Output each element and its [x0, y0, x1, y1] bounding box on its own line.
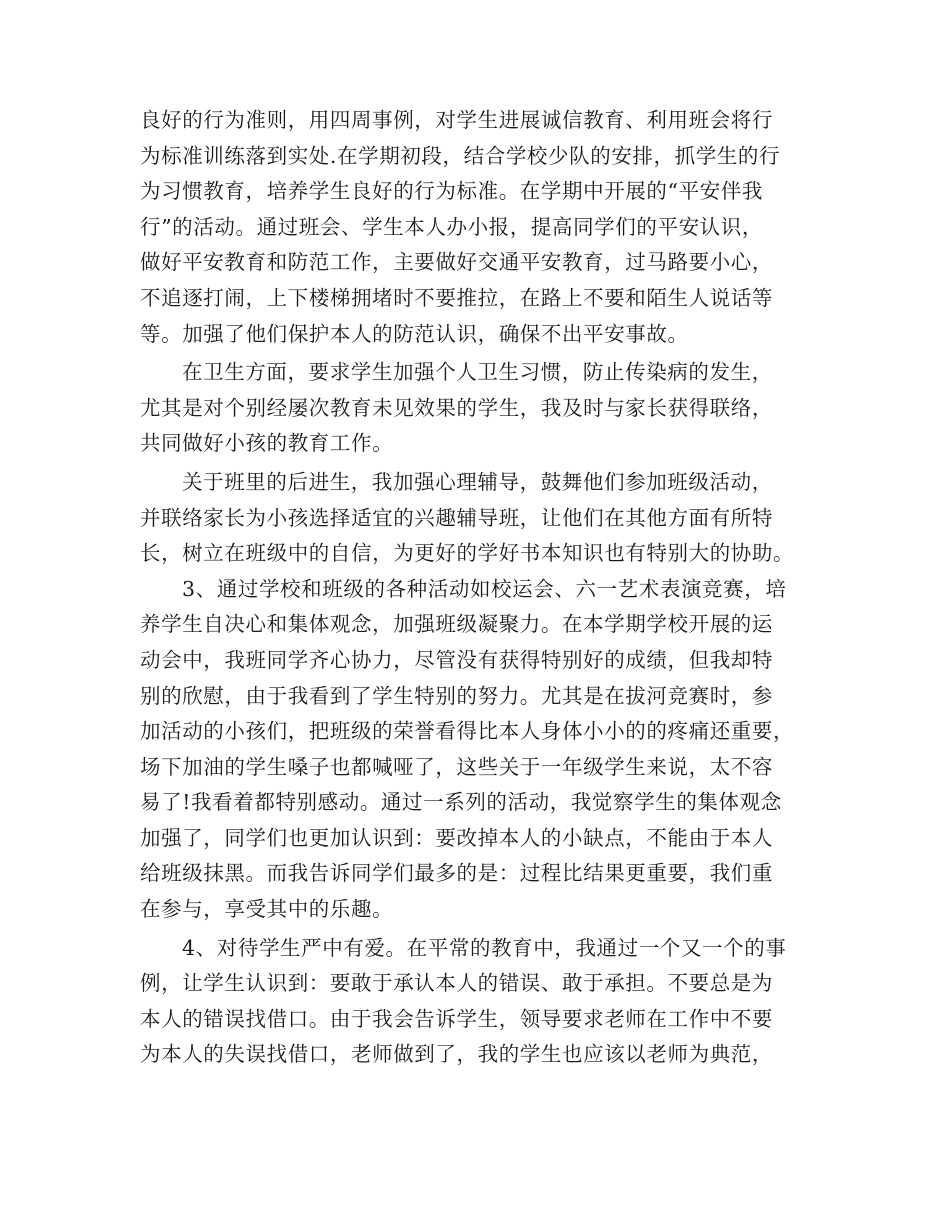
text-line: 共同做好小孩的教育工作。: [140, 431, 394, 456]
paragraph-hygiene-start: 在卫生方面，要求学生加强个人卫生习惯，防止传染病的发生，: [182, 360, 773, 385]
text-line: 易了!我看着都特别感动。通过一系列的活动，我觉察学生的集体观念: [140, 790, 782, 815]
text-line: 动会中，我班同学齐心协力，尽管没有获得特别好的成绩，但我却特: [140, 647, 773, 672]
text-line: 长，树立在班级中的自信，为更好的学好书本知识也有特别大的协助。: [140, 541, 795, 566]
paragraph-3-start: 3、通过学校和班级的各种活动如校运会、六一艺术表演竞赛，培: [182, 576, 787, 601]
text-line: 为标准训练落到实处.在学期初段，结合学校少队的安排，抓学生的行: [140, 143, 781, 168]
text-line: 在参与，享受其中的乐趣。: [140, 897, 394, 922]
text-line: 等。加强了他们保护本人的防范认识，确保不出平安事故。: [140, 321, 689, 346]
text-line: 例，让学生认识到：要敢于承认本人的错误、敢于承担。不要总是为: [140, 971, 773, 996]
text-line: 做好平安教育和防范工作，主要做好交通平安教育，过马路要小心，: [140, 250, 773, 275]
paragraph-struggling-students-start: 关于班里的后进生，我加强心理辅导，鼓舞他们参加班级活动，: [182, 469, 773, 494]
paragraph-4-start: 4、对待学生严中有爱。在平常的教育中，我通过一个又一个的事: [182, 935, 787, 960]
text-line: 加强了，同学们也更加认识到：要改掉本人的小缺点，不能由于本人: [140, 825, 773, 850]
body-text: [140, 103, 840, 1073]
text-line: 并联络家长为小孩选择适宜的兴趣辅导班，让他们在其他方面有所特: [140, 505, 773, 530]
text-line: 尤其是对个别经屡次教育未见效果的学生，我及时与家长获得联络，: [140, 395, 773, 420]
text-line: 良好的行为准则，用四周事例，对学生进展诚信教育、利用班会将行: [140, 108, 773, 132]
text-line: 本人的错误找借口。由于我会告诉学生，领导要求老师在工作中不要: [140, 1006, 773, 1031]
text-line: 为本人的失误找借口，老师做到了，我的学生也应该以老师为典范，: [140, 1042, 773, 1067]
text-line: 给班级抹黑。而我告诉同学们最多的是：过程比结果更重要，我们重: [140, 861, 773, 886]
text-line: 为习惯教育，培养学生良好的行为标准。在学期中开展的“平安伴我: [140, 179, 763, 204]
text-line: 别的欣慰，由于我看到了学生特别的努力。尤其是在拔河竞赛时，参: [140, 683, 773, 708]
text-line: 加活动的小孩们，把班级的荣誉看得比本人身体小小的的疼痛还重要，: [140, 719, 795, 744]
text-line: 场下加油的学生嗓子也都喊哑了，这些关于一年级学生来说，太不容: [140, 754, 773, 779]
text-line: 不追逐打闹，上下楼梯拥堵时不要推拉，在路上不要和陌生人说话等: [140, 285, 773, 310]
text-line: 行”的活动。通过班会、学生本人办小报，提高同学们的平安认识，: [140, 214, 763, 239]
text-line: 养学生自决心和集体观念，加强班级凝聚力。在本学期学校开展的运: [140, 612, 773, 637]
